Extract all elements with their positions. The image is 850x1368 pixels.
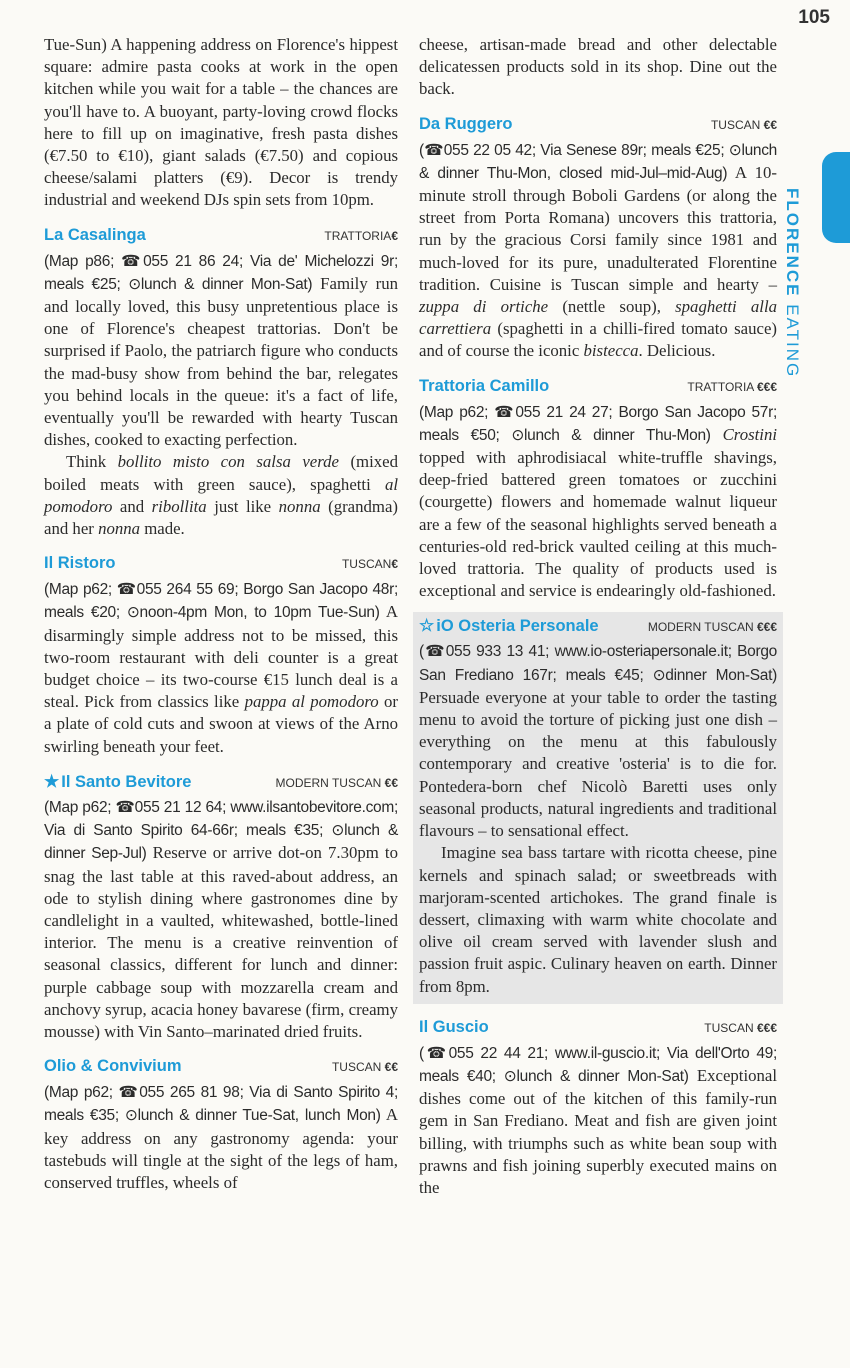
listing-olio-convivium <box>44 1057 398 1194</box>
top-pick-star-icon: ☆ <box>419 616 435 636</box>
highlight-box-io-osteria <box>413 612 783 1003</box>
listing-il-ristoro: Il Ristoro TUSCAN€ (Map p62; ☎055 264 55 69; Borgo San Jacopo 48r; meals €20; ⊙noon-4pm Mon, to 10pm Tue-Sun) A disarmingly simple address not to be missed, this two-room restaurant with deli counter is a great budget choice – its two-course €15 lunch deal is a steal. Pick from classics like pappa al pomodoro or a plate of cold cuts and swoon at views of the Arno swirling beneath your feet. <box>44 554 399 756</box>
subsection-label: EATING <box>783 304 802 379</box>
listing-trattoria-camillo: Trattoria Camillo TRATTORIA €€€ (Map p62; ☎055 21 24 27; Borgo San Jacopo 57r; meals €50; ⊙lunch & dinner Thu-Mon) Crostini topped with aphrodisiacal white-truffle shavings, deep-fried battered green tomatoes or zucchini (courgette) flowers and homemade walnut liqueur are a few of the seasonal highlights served beneath a centuries-old red-brick vaulted ceiling at this much-loved trattoria. The quality of products used is exceptional and service is endearingly old-fashioned. <box>419 376 778 601</box>
listing-text: Reserve or arrive dot-on 7.30pm to snag the last table at this raved-about address, an ode to stylish dining where gastronomes dine by candlelight in a vaulted, whitewashed, bottle-lined interior. The menu is a creative reinvention of seasonal classics, different for lunch and dinner: purple cabbage soup with mozzarella cream and anchovy syrup, acacia honey bavarese (firm, creamy mousse) with Vin Santo–marinated dried fruits. <box>44 843 398 1041</box>
listing-text: Persuade everyone at your table to order the tasting menu to avoid the torture of picking just one dish – everything on the menu at this fabulously contemporary and creative 'osteria' is to die for. Pontedera-born chef Nicolò Baretti uses only seasonal products, natural ingredients and traditional flavours – to sensational effect. <box>419 687 777 841</box>
right-column <box>419 34 777 1199</box>
listing-name: Da Ruggero <box>419 114 513 133</box>
listing-text: Exceptional dishes come out of the kitchen of this family-run gem in San Frediano. Meat and fish are given joint billing, with triumphs such as white bean soup with prawns and fish joining superbly executed mains on the <box>419 1065 777 1197</box>
listing-meta: (☎055 22 44 21; www.il-guscio.it; Via dell'Orto 49; meals €40; ⊙lunch & dinner Mon-Sat) <box>419 1044 777 1085</box>
listing-la-casalinga <box>44 226 398 541</box>
listing-meta: (☎055 933 13 41; www.io-osteriapersonale.it; Borgo San Frediano 167r; meals €45; ⊙dinner Mon-Sat) <box>419 643 777 684</box>
listing-name: ☆ iO Osteria Personale <box>419 616 599 636</box>
listing-meta: (Map p86; ☎055 21 86 24; Via de' Michelozzi 9r; meals €25; ⊙lunch & dinner Mon-Sat) <box>44 252 398 293</box>
listing-meta: (Map p62; ☎055 21 24 27; Borgo San Jacopo 57r; meals €50; ⊙lunch & dinner Thu-Mon) <box>419 403 777 444</box>
section-running-head <box>782 188 802 378</box>
listing-name: La Casalinga <box>44 225 146 244</box>
listing-text-2: Think bollito misto con salsa verde (mixed boiled meats with green sauce), spaghetti al pomodoro and ribollita just like nonna (grandma) and her nonna made. <box>44 452 398 539</box>
listing-name: Olio & Convivium <box>44 1057 182 1076</box>
intro-paragraph: Tue-Sun) A happening address on Florence's hippest square: admire pasta cooks at work in the open kitchen while you wait for a table – the chances are you'll have to. A buoyant, party-loving crowd flocks here to fill up on imaginative, fresh pasta dishes (€7.50 to €10), giant salads (€7.50) and copious cheese/salami platters (€9). Decor is trendy industrial and weekend DJs spin sets from 10pm. <box>44 35 398 210</box>
left-column <box>44 34 398 1194</box>
listing-type: TUSCAN €€€ <box>704 1020 777 1035</box>
page-number: 105 <box>798 7 830 28</box>
listing-type: TUSCAN €€ <box>331 1060 398 1075</box>
listing-text-2: Imagine sea bass tartare with ricotta cheese, pine kernels and spinach salad; or sweetbreads with marjoram-scented artichokes. The grand finale is dessert, climaxing with warm white chocolate and olive oil cream served with lavender slush and passion fruit aspic. Culinary heaven on earth. Dinner from 8pm. <box>419 843 777 996</box>
listing-type: MODERN TUSCAN €€ <box>275 775 398 790</box>
listing-name: Il Ristoro <box>44 554 116 573</box>
listing-type: MODERN TUSCAN €€€ <box>647 620 777 635</box>
listing-text: Family run and locally loved, this busy unpretentious place is one of Florence's cheapest trattorias. Don't be surprised if Paolo, the patriarch figure who conducts the mad-busy show from behind the bar, relegates you behind locals in the queue: it's a fact of life, eventually you'll be rewarded with hearty Tuscan dishes, cooked to exacting perfection. <box>44 273 398 450</box>
continued-paragraph: cheese, artisan-made bread and other delectable delicatessen products sold in its shop. Dine out the back. <box>419 35 777 99</box>
listing-meta: (Map p62; ☎055 265 81 98; Via di Santo Spirito 4; meals €35; ⊙lunch & dinner Tue-Sat, lunch Mon) <box>44 1084 398 1125</box>
listing-meta: (Map p62; ☎055 21 12 64; www.ilsantobevitore.com; Via di Santo Spirito 64-66r; meals €35; ⊙lunch & dinner Sep-Jul) <box>44 798 398 863</box>
listing-il-santo-bevitore <box>44 772 398 1043</box>
top-pick-star-icon: ★ <box>44 771 60 791</box>
section-label: FLORENCE <box>783 188 802 298</box>
listing-name: Il Guscio <box>419 1017 489 1036</box>
listing-il-guscio <box>419 1018 777 1199</box>
listing-name: Trattoria Camillo <box>419 376 550 395</box>
listing-type: TRATTORIA€ <box>324 228 398 243</box>
listing-da-ruggero: Da Ruggero TUSCAN €€ (☎055 22 05 42; Via Senese 89r; meals €25; ⊙lunch & dinner Thu-Mon, closed mid-Jul–mid-Aug) A 10-minute stroll through Boboli Gardens (or along the street from Porta Romana) uncovers this trattoria, run by the gracious Corsi family since 1981 and much-loved for its pure, unadulterated Florentine tradition. Cuisine is Tuscan simple and hearty – zuppa di ortiche (nettle soup), spaghetti alla carrettiera (spaghetti in a chilli-fired tomato sauce) and of course the iconic bistecca. Delicious. <box>419 114 778 361</box>
listing-type: TUSCAN €€ <box>710 117 777 132</box>
listing-meta: (☎055 22 05 42; Via Senese 89r; meals €25; ⊙lunch & dinner Thu-Mon, closed mid-Jul–mid-Aug) <box>419 141 777 182</box>
listing-meta: (Map p62; ☎055 264 55 69; Borgo San Jacopo 48r; meals €20; ⊙noon-4pm Mon, to 10pm Tue-Sun) <box>44 581 398 622</box>
section-thumb-tab <box>822 152 850 243</box>
listing-type: TRATTORIA €€€ <box>687 379 777 394</box>
listing-type: TUSCAN€ <box>341 557 398 572</box>
listing-name: ★ Il Santo Bevitore <box>44 771 192 791</box>
listing-text: A key address on any gastronomy agenda: your tastebuds will tingle at the sight of the legs of ham, conserved truffles, wheels of <box>44 1105 399 1192</box>
